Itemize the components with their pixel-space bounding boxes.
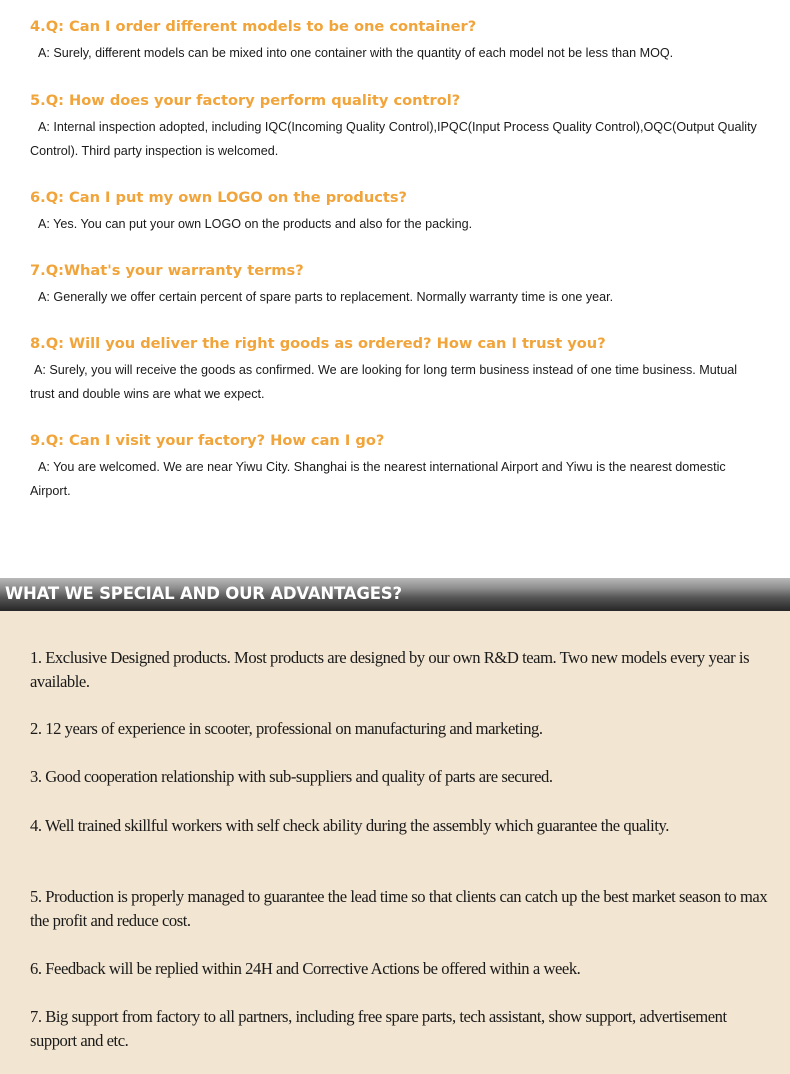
advantage-item: 7. Big support from factory to all partners, including free spare parts, tech assistant, show support, advertisement support and etc. — [30, 1007, 727, 1050]
section-banner — [0, 578, 790, 611]
faq-question: 4.Q: Can I order different models to be one container? — [30, 18, 477, 35]
faq-item — [30, 91, 765, 163]
advantage-item: 1. Exclusive Designed products. Most products are designed by our own R&D team. Two new models every year is available. — [30, 648, 750, 691]
faq-answer: A: Surely, different models can be mixed into one container with the quantity of each model not be less than MOQ. — [38, 46, 674, 60]
advantages-section — [0, 611, 790, 1074]
advantage-item: 4. Well trained skillful workers with self check ability during the assembly which guarantee the quality. — [30, 816, 669, 835]
faq-question: 9.Q: Can I visit your factory? How can I go? — [30, 432, 385, 449]
faq-question: 7.Q:What's your warranty terms? — [30, 262, 304, 279]
faq-item — [30, 431, 765, 503]
advantage-item: 6. Feedback will be replied within 24H and Corrective Actions be offered within a week. — [30, 959, 581, 978]
faq-answer: A: Internal inspection adopted, including IQC(Incoming Quality Control),IPQC(Input Process Quality Control),OQC(Output Quality Control). Third party inspection is welcomed. — [30, 120, 757, 158]
faq-answer: A: Surely, you will receive the goods as confirmed. We are looking for long term business instead of one time business. Mutual trust and double wins are what we expect. — [30, 363, 738, 401]
faq-item — [30, 188, 765, 236]
faq-answer: A: Yes. You can put your own LOGO on the products and also for the packing. — [38, 217, 473, 231]
faq-item — [30, 261, 765, 309]
advantage-item: 3. Good cooperation relationship with sub-suppliers and quality of parts are secured. — [30, 767, 553, 786]
faq-question: 6.Q: Can I put my own LOGO on the products? — [30, 189, 408, 206]
faq-item — [30, 17, 765, 65]
advantage-item: 5. Production is properly managed to guarantee the lead time so that clients can catch up the best market season to max the profit and reduce cost. — [30, 887, 768, 930]
faq-answer: A: You are welcomed. We are near Yiwu City. Shanghai is the nearest international Airport and Yiwu is the nearest domestic Airport. — [30, 460, 726, 498]
advantage-item: 2. 12 years of experience in scooter, professional on manufacturing and marketing. — [30, 719, 543, 738]
faq-item — [30, 334, 765, 406]
faq-answer: A: Generally we offer certain percent of spare parts to replacement. Normally warranty time is one year. — [38, 290, 614, 304]
section-title: WHAT WE SPECIAL AND OUR ADVANTAGES? — [5, 584, 402, 603]
faq-question: 8.Q: Will you deliver the right goods as ordered? How can I trust you? — [30, 335, 606, 352]
faq-question: 5.Q: How does your factory perform quality control? — [30, 92, 461, 109]
